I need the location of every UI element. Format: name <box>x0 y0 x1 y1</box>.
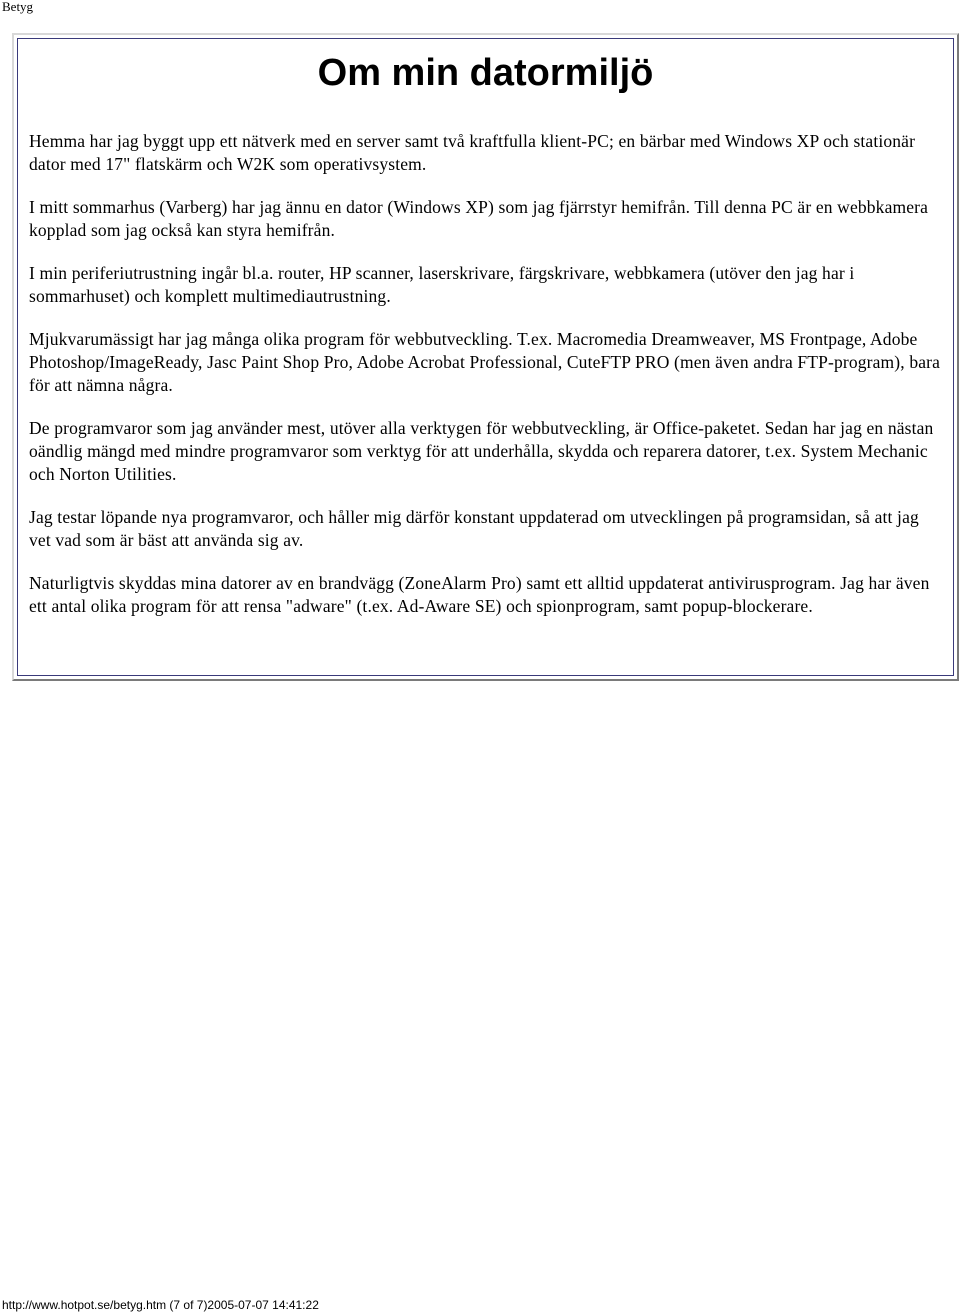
paragraph-web-software: Mjukvarumässigt har jag många olika program för webbutveckling. T.ex. Macromedia Dreamweaver, MS Frontpage, Adobe Photoshop/ImageReady, Jasc Paint Shop Pro, Adobe Acrobat Professional, CuteFTP PRO (men även andra FTP-program), bara för att nämna några. <box>29 329 941 395</box>
content-frame <box>12 33 959 681</box>
paragraph-peripherals: I min periferiutrustning ingår bl.a. router, HP scanner, laserskrivare, färgskrivare, webbkamera (utöver den jag har i sommarhuset) och komplett multimediautrustning. <box>29 263 855 306</box>
paragraph-office-software: De programvaror som jag använder mest, utöver alla verktygen för webbutveckling, är Office-paketet. Sedan har jag en nästan oändlig mängd med mindre programvaror som verktyg för att underhålla, skydda och reparera datorer, t.ex. System Mechanic och Norton Utilities. <box>29 418 934 484</box>
paragraph-summer-house: I mitt sommarhus (Varberg) har jag ännu en dator (Windows XP) som jag fjärrstyr hemifrån. Till denna PC är en webbkamera kopplad som jag också kan styra hemifrån. <box>29 197 929 240</box>
article-body <box>29 130 945 638</box>
paragraph-testing: Jag testar löpande nya programvaror, och håller mig därför konstant uppdaterad om utvecklingen på programsidan, så att jag vet vad som är bäst att använda sig av. <box>29 507 919 550</box>
print-footer-url: http://www.hotpot.se/betyg.htm (7 of 7)2005-07-07 14:41:22 <box>2 1298 319 1312</box>
content-frame-inner <box>17 38 954 676</box>
paragraph-network: Hemma har jag byggt upp ett nätverk med en server samt två kraftfulla klient-PC; en bärbar med Windows XP och stationär dator med 17" flatskärm och W2K som operativsystem. <box>29 131 916 174</box>
page-title: Om min datormiljö <box>317 52 654 94</box>
paragraph-security: Naturligtvis skyddas mina datorer av en brandvägg (ZoneAlarm Pro) samt ett alltid uppdaterat antivirusprogram. Jag har även ett antal olika program för att rensa "adware" (t.ex. Ad-Aware SE) och spionprogram, samt popup-blockerare. <box>29 573 930 616</box>
print-header-title: Betyg <box>2 0 34 14</box>
